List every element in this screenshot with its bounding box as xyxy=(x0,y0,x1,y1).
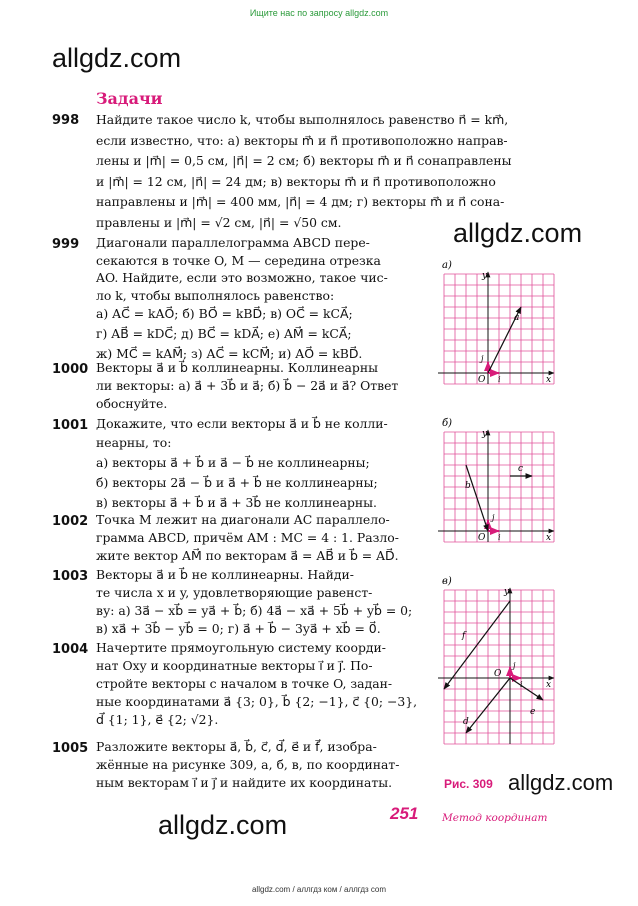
problem-line: ным векторам i⃗ и j⃗ и найдите их координаты. xyxy=(96,775,393,790)
watermark: allgdz.com xyxy=(453,218,583,248)
problem-1002 xyxy=(96,511,431,565)
problem-line: те числа x и y, удовлетворяющие равенст- xyxy=(96,585,373,600)
problem-line: Векторы a⃗ и b⃗ не коллинеарны. Найди- xyxy=(96,567,354,582)
axis-label-x: x xyxy=(546,375,552,385)
problem-1001 xyxy=(96,415,431,513)
problem-number: 1005 xyxy=(52,741,89,756)
problem-line: ж) MC⃗ = kAM⃗; з) AC⃗ = kCM⃗; и) AO⃗ = kBD⃗. xyxy=(96,346,363,361)
problem-line: если известно, что: а) векторы m⃗ и n⃗ противоположно направ- xyxy=(96,132,508,148)
watermark: allgdz.com xyxy=(158,810,288,840)
problem-line: Найдите такое число k, чтобы выполнялось равенство n⃗ = km⃗, xyxy=(96,112,509,127)
problem-line: Диагонали параллелограмма ABCD пере- xyxy=(96,235,370,250)
problem-line: а) AC⃗ = kAO⃗; б) BO⃗ = kBD⃗; в) OC⃗ = kCA⃗; xyxy=(96,306,353,321)
problem-line: в) векторы a⃗ + b⃗ и a⃗ + 3b⃗ не коллинеарны. xyxy=(96,495,377,510)
origin-label: O xyxy=(478,375,486,385)
axis-label-y: y xyxy=(482,429,488,439)
vector-label: f xyxy=(462,631,466,641)
j-label: j xyxy=(492,513,495,522)
axis-label-x: x xyxy=(546,680,552,690)
problem-line: обоснуйте. xyxy=(96,396,168,411)
problem-line: жённые на рисунке 309, а, б, в, по координат- xyxy=(96,757,400,772)
problem-line: Начертите прямоугольную систему коорди- xyxy=(96,640,386,655)
j-label: j xyxy=(513,661,516,670)
problem-number: 1001 xyxy=(52,418,89,433)
problem-line: г) AB⃗ = kDC⃗; д) BC⃗ = kDA⃗; е) AM⃗ = kCA⃗; xyxy=(96,326,352,341)
problem-line: Докажите, что если векторы a⃗ и b⃗ не колли- xyxy=(96,416,388,431)
problem-line: в) xa⃗ + 3b⃗ − yb⃗ = 0; г) a⃗ + b⃗ − 3ya⃗ + xb⃗ = 0⃗. xyxy=(96,621,381,636)
vector-label: b xyxy=(465,481,471,491)
problem-line: неарны, то: xyxy=(96,435,172,450)
problem-998 xyxy=(96,110,566,233)
page-number: 251 xyxy=(390,804,419,823)
figure-caption: Рис. 309 xyxy=(444,777,493,791)
axis-label-x: x xyxy=(546,533,552,543)
running-title: Метод координат xyxy=(442,812,548,824)
watermark: allgdz.com xyxy=(52,43,182,73)
i-label: i xyxy=(498,533,501,542)
problem-line: ные координатами a⃗ {3; 0}, b⃗ {2; −1}, c⃗ {0; −3}, xyxy=(96,694,418,709)
problem-line: и |m⃗| = 12 см, |n⃗| = 24 дм; в) векторы m⃗ и n⃗ противоположно xyxy=(96,173,496,189)
vector-label: d xyxy=(463,717,469,727)
problem-999 xyxy=(96,234,431,364)
origin-label: O xyxy=(478,533,486,543)
grid xyxy=(444,432,554,542)
problem-line: Векторы a⃗ и b⃗ коллинеарны. Коллинеарны xyxy=(96,360,378,375)
problem-line: жите вектор AM⃗ по векторам a⃗ = AB⃗ и b⃗ = AD⃗. xyxy=(96,548,399,563)
problem-line: AO. Найдите, если это возможно, такое чис- xyxy=(96,270,388,285)
j-label: j xyxy=(481,354,484,363)
problem-line: нат Oxy и координатные векторы i⃗ и j⃗. По- xyxy=(96,658,373,673)
grid xyxy=(444,274,554,384)
figure-a xyxy=(438,260,554,385)
figure-label: а) xyxy=(442,260,452,271)
problem-1004 xyxy=(96,639,431,729)
problem-line: б) векторы 2a⃗ − b⃗ и a⃗ + b⃗ не коллинеарны; xyxy=(96,475,378,490)
watermark: allgdz.com xyxy=(508,770,614,795)
problem-line: ло k, чтобы выполнялось равенство: xyxy=(96,287,335,303)
axis-label-y: y xyxy=(482,271,488,281)
problem-number: 1004 xyxy=(52,642,89,657)
problem-number: 999 xyxy=(52,237,80,252)
problem-line: ву: а) 3a⃗ − xb⃗ = ya⃗ + b⃗; б) 4a⃗ − xa⃗ + 5b⃗ + yb⃗ = 0; xyxy=(96,603,413,618)
figure-c xyxy=(438,576,554,744)
problem-line: правлены и |m⃗| = √2 см, |n⃗| = √50 см. xyxy=(96,214,342,230)
vector-label: c xyxy=(518,464,524,474)
figure-b xyxy=(438,418,554,543)
origin-label: O xyxy=(494,669,502,679)
problem-line: направлены и |m⃗| = 400 мм, |n⃗| = 4 дм; г) векторы m⃗ и n⃗ сона- xyxy=(96,194,505,209)
i-label: i xyxy=(498,375,501,384)
problem-line: секаются в точке O, M — середина отрезка xyxy=(96,252,381,268)
problem-line: стройте векторы с началом в точке O, задан- xyxy=(96,676,393,691)
problem-1005 xyxy=(96,738,436,792)
bottom-note[interactable]: allgdz.com / аллгдз ком / аллгдз com xyxy=(251,885,387,894)
problem-number: 1003 xyxy=(52,569,89,584)
axis-label-y: y xyxy=(504,587,510,597)
figure-309 xyxy=(438,258,568,758)
problem-line: d⃗ {1; 1}, e⃗ {2; √2}. xyxy=(96,712,219,727)
problem-line: ли векторы: а) a⃗ + 3b⃗ и a⃗; б) b⃗ − 2a⃗ и a⃗? Ответ xyxy=(96,378,399,393)
i-label: i xyxy=(520,680,523,689)
vector-label: a xyxy=(514,313,520,323)
problem-1000 xyxy=(96,359,431,413)
top-note[interactable]: Ищите нас по запросу allgdz.com xyxy=(249,8,389,18)
problem-number: 1002 xyxy=(52,514,89,529)
problem-line: лены и |m⃗| = 0,5 см, |n⃗| = 2 см; б) векторы m⃗ и n⃗ сонаправлены xyxy=(96,153,512,168)
problem-line: грамма ABCD, причём AM : MC = 4 : 1. Разло- xyxy=(96,530,399,545)
problem-line: а) векторы a⃗ + b⃗ и a⃗ − b⃗ не коллинеарны; xyxy=(96,455,370,470)
problem-number: 1000 xyxy=(52,362,89,377)
figure-label: в) xyxy=(442,576,452,587)
figure-label: б) xyxy=(442,418,453,429)
problem-line: Разложите векторы a⃗, b⃗, c⃗, d⃗, e⃗ и f⃗, изобра- xyxy=(96,739,377,754)
vector-label: e xyxy=(530,707,536,717)
problem-1003 xyxy=(96,566,431,638)
section-title: Задачи xyxy=(96,89,163,108)
problem-line: Точка M лежит на диагонали AC параллело- xyxy=(96,512,390,527)
problem-number: 998 xyxy=(52,113,80,128)
